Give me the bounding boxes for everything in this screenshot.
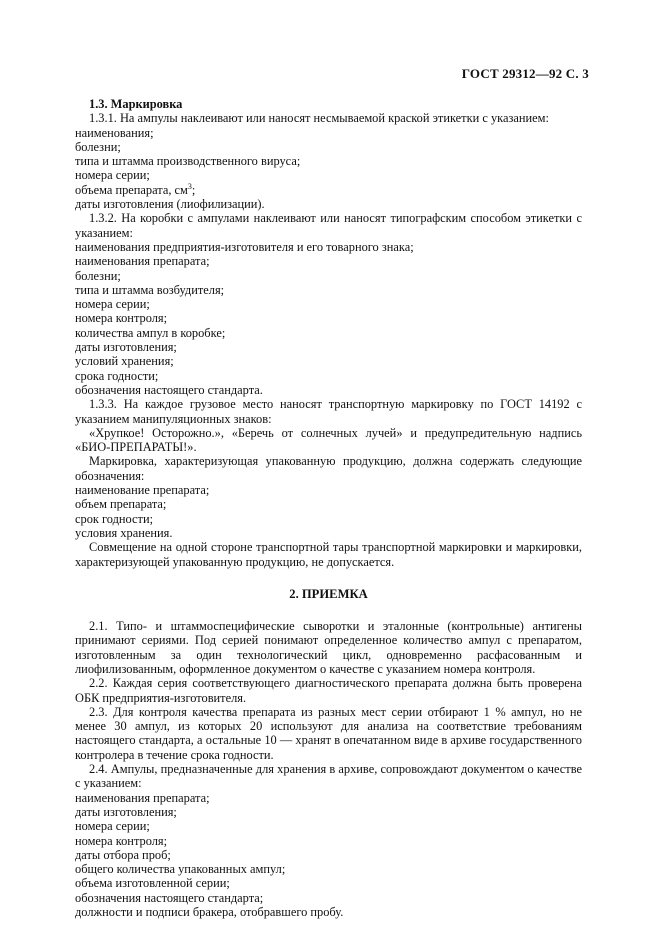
list-item: обозначения настоящего стандарта;: [75, 890, 264, 905]
list-item: номера контроля;: [75, 833, 168, 848]
section-2-title: 2. ПРИЕМКА: [289, 586, 368, 601]
clause-1-3-1: 1.3.1. На ампулы наклеивают или наносят несмываемой краской этикетки с указанием:: [89, 111, 549, 126]
list-item: номера серии;: [75, 168, 150, 183]
list-item: количества ампул в коробке;: [75, 325, 226, 340]
clause-1-3-2: 1.3.2. На коробки с ампулами наклеивают или наносят типографским способом этикетки с указанием:: [75, 211, 582, 240]
combination-paragraph: Совмещение на одной стороне транспортной тары транспортной маркировки и маркировки, характеризующей упакованную продукцию, не допускается.: [75, 540, 582, 569]
list-item: наименования препарата;: [75, 790, 210, 805]
list-2-4: [75, 791, 582, 920]
list-packaging: [75, 483, 582, 540]
list-item: общего количества упакованных ампул;: [75, 862, 286, 877]
clause-2-2: 2.2. Каждая серия соответствующего диагностического препарата должна быть проверена ОБК предприятия-изготовителя.: [75, 676, 582, 705]
standard-header: ГОСТ 29312—92 С. 3: [461, 66, 589, 81]
list-item: наименования предприятия-изготовителя и его товарного знака;: [75, 239, 414, 254]
list-item: срок годности;: [75, 511, 154, 526]
list-1-3-2: [75, 240, 582, 397]
list-item: объема изготовленной серии;: [75, 876, 230, 891]
volume-text: объема препарата, см: [75, 182, 188, 197]
list-item: даты изготовления;: [75, 340, 177, 355]
list-1-3-1: [75, 126, 582, 212]
document-body: [75, 97, 582, 919]
clause-2-1: 2.1. Типо- и штаммоспецифические сыворотки и эталонные (контрольные) антигены принимают сериями. Под серией понимают определенное количество ампул с препаратом, изготовленным за один технологический цикл, одновременно расфасованным и лиофилизованным, оформленное документом о качестве с указанием номера контроля.: [75, 619, 582, 676]
clause-2-3: 2.3. Для контроля качества препарата из разных мест серии отбирают 1 % ампул, но не менее 30 ампул, из которых 20 используют для анализа на соответствие требованиям настоящего стандарта, а остальные 10 — хранят в опечатанном виде в архиве государственного контролера в течение срока годности.: [75, 704, 582, 762]
list-item: наименования;: [75, 125, 154, 140]
section-1-3-title: 1.3. Маркировка: [89, 97, 183, 111]
list-item: обозначения настоящего стандарта.: [75, 382, 263, 397]
list-item: условия хранения.: [75, 525, 173, 540]
list-item: условий хранения;: [75, 354, 174, 369]
list-item: типа и штамма возбудителя;: [75, 282, 225, 297]
list-item: номера серии;: [75, 297, 150, 312]
list-item: болезни;: [75, 268, 121, 283]
packaging-marking-paragraph: Маркировка, характеризующая упакованную продукцию, должна содержать следующие обозначения:: [75, 454, 582, 483]
clause-2-4: 2.4. Ампулы, предназначенные для хранения в архиве, сопровождают документом о качестве с указанием:: [75, 762, 582, 791]
list-item: должности и подписи бракера, отобравшего пробу.: [75, 905, 344, 920]
list-item: номера контроля;: [75, 311, 168, 326]
list-item: болезни;: [75, 139, 121, 154]
list-item: наименования препарата;: [75, 254, 210, 269]
list-item: даты отбора проб;: [75, 847, 171, 862]
clause-1-3-3: 1.3.3. На каждое грузовое место наносят транспортную маркировку по ГОСТ 14192 с указанием манипуляционных знаков:: [75, 397, 582, 426]
list-item: объем препарата;: [75, 497, 167, 512]
list-item: наименование препарата;: [75, 483, 210, 498]
list-item-volume: [75, 183, 582, 197]
clause-1-3-3-signs: «Хрупкое! Осторожно.», «Беречь от солнечных лучей» и предупредительную надпись «БИО-ПРЕПАРАТЫ!».: [75, 425, 582, 455]
list-item: типа и штамма производственного вируса;: [75, 154, 301, 169]
list-item: даты изготовления;: [75, 804, 177, 819]
list-item: срока годности;: [75, 368, 159, 383]
list-item: номера серии;: [75, 819, 150, 834]
volume-sup: 3: [187, 181, 192, 191]
list-item: даты изготовления (лиофилизации).: [75, 197, 265, 212]
volume-end: ;: [191, 182, 196, 197]
